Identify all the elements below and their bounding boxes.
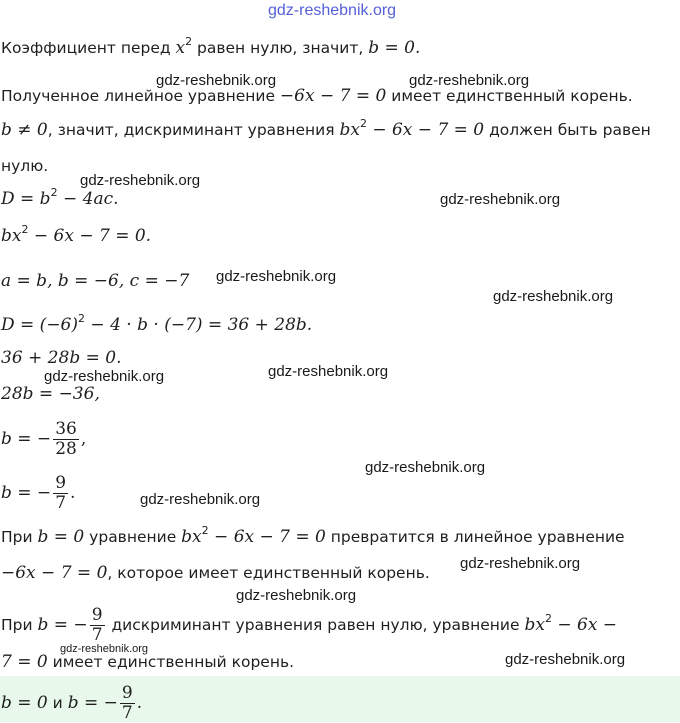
watermark: gdz-reshebnik.org [493, 288, 614, 305]
line-coefficients: a = b, b = −6, c = −7 [1, 271, 190, 291]
watermark: gdz-reshebnik.org [268, 363, 389, 380]
line-discriminant-condition: b ≠ 0, значит, дискриминант уравнения $bx^2 - 6x - 7 = 0$ должен быть равен [1, 117, 651, 140]
watermark: gdz-reshebnik.org [80, 172, 201, 189]
line-zero: нулю. [1, 157, 49, 175]
watermark: gdz-reshebnik.org [460, 555, 581, 572]
fraction: $\frac{9}{7}$ [91, 605, 103, 645]
line-discriminant-formula: $D = b^2 - 4ac$. [1, 186, 119, 209]
watermark: gdz-reshebnik.org [216, 268, 337, 285]
line-case-b0-linear: −6x − 7 = 0, которое имеет единственный корень. [1, 563, 430, 583]
line-equation-2: 28b = −36, [1, 384, 100, 404]
line-case-b0: При b = 0 уравнение $bx^2 - 6x - 7 = 0$ превратится в линейное уравнение [1, 524, 625, 547]
watermark: gdz-reshebnik.org [365, 459, 486, 476]
line-fraction-9-7: b = − $\frac{9}{7}$ . [1, 473, 76, 513]
fraction: $\frac{9}{7}$ [55, 473, 67, 513]
watermark: gdz-reshebnik.org [156, 72, 277, 89]
line-fraction-36-28: b = − $\frac{36}{28}$ , [1, 419, 87, 459]
line-case-b97: При b = − $\frac{9}{7}$ дискриминант уравнения равен нулю, уравнение $bx^2 - 6x$ − [1, 605, 618, 645]
watermark: gdz-reshebnik.org [60, 643, 149, 655]
line-case-b97-tail: 7 = 0 имеет единственный корень. [1, 652, 295, 672]
watermark: gdz-reshebnik.org [505, 651, 626, 668]
line-quadratic: $bx^2 - 6x - 7 = 0$. [1, 223, 152, 246]
watermark: gdz-reshebnik.org [236, 587, 357, 604]
fraction: $\frac{36}{28}$ [55, 419, 77, 459]
watermark: gdz-reshebnik.org [140, 491, 261, 508]
watermark-top: gdz-reshebnik.org [268, 2, 397, 19]
fraction: $\frac{9}{7}$ [121, 683, 133, 723]
watermark: gdz-reshebnik.org [409, 72, 530, 89]
answer: b = 0 и b = − $\frac{9}{7}$ . [1, 683, 143, 723]
watermark: gdz-reshebnik.org [440, 191, 561, 208]
line-discriminant-calc: $D = (-6)^2 - 4 \cdot b \cdot (-7) = 36 + 28b$. [1, 312, 313, 335]
line-linear-equation: Полученное линейное уравнение −6x − 7 = 0 имеет единственный корень. [1, 86, 633, 106]
line-coefficient: Коэффициент перед $x^2$ равен нулю, значит, b = 0. [1, 35, 421, 58]
line-equation-1: 36 + 28b = 0. [1, 348, 122, 368]
watermark: gdz-reshebnik.org [44, 368, 165, 385]
